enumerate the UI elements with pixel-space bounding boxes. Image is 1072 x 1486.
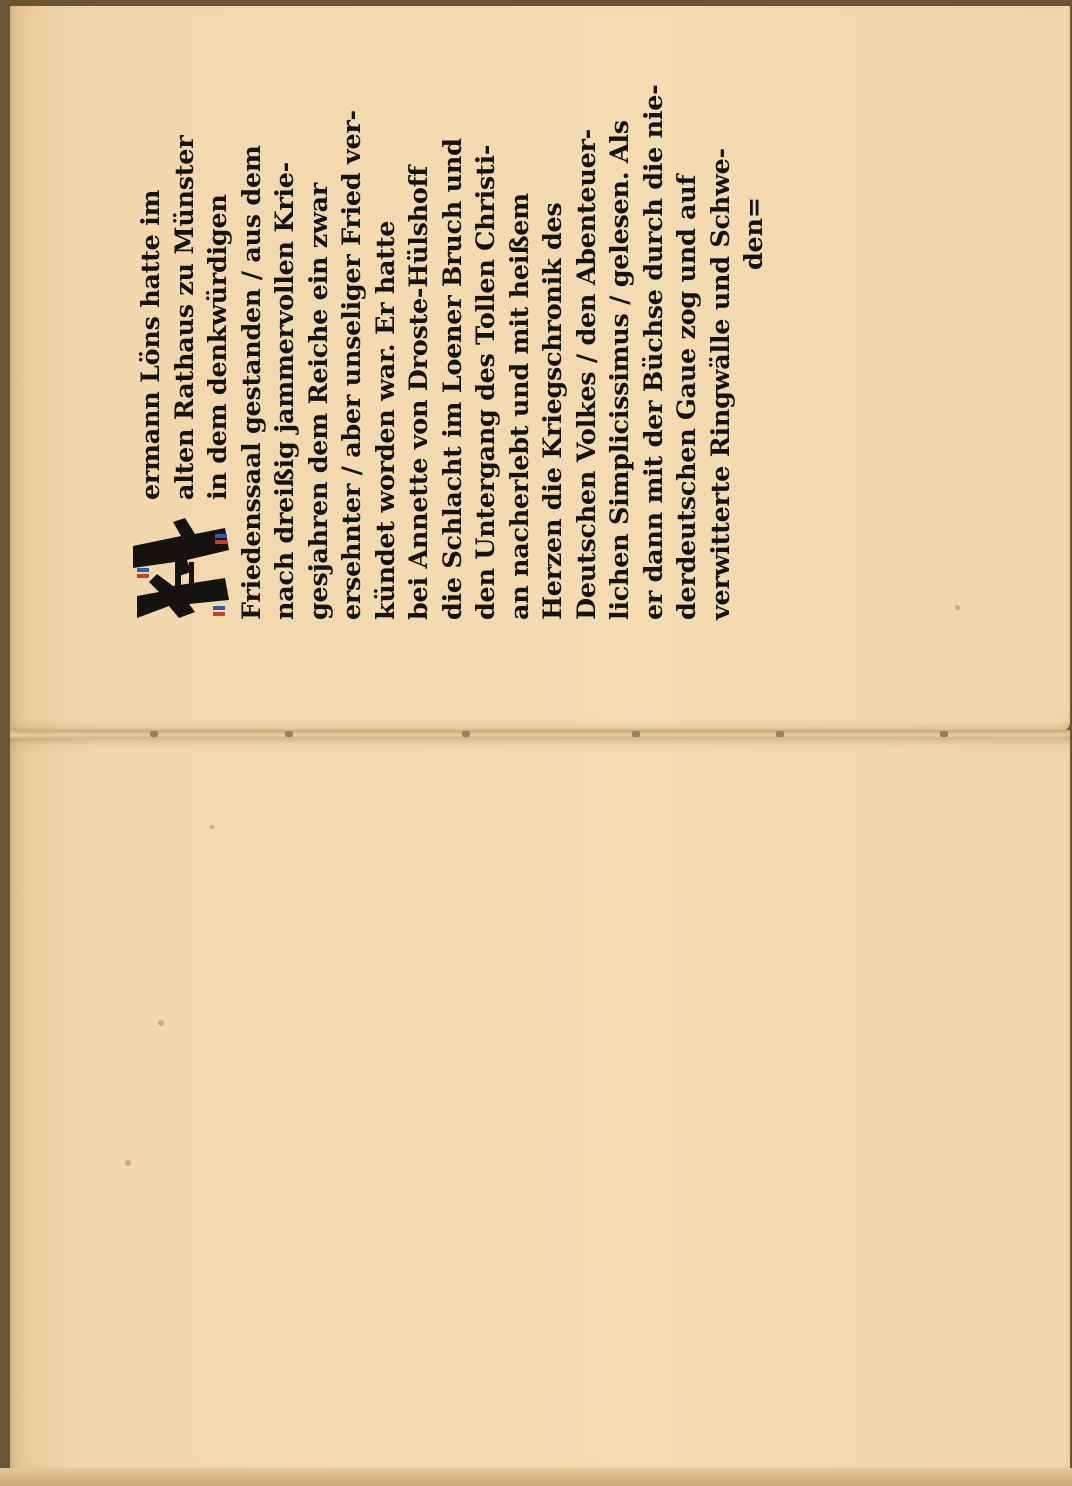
binding-stitch (632, 731, 640, 737)
paper-speck (125, 1160, 131, 1166)
binding-stitch (462, 731, 470, 737)
text-line: gesjahren dem Reiche ein zwar (303, 183, 334, 620)
text-line: Deutschen Volkes / den Abenteuer- (571, 129, 602, 620)
text-line: Herzen die Kriegschronik des (538, 202, 568, 620)
binding-stitch (940, 731, 948, 737)
text-line: alten Rathaus zu Münster (169, 135, 200, 500)
calligraphy-text-block (135, 84, 772, 620)
paper-speck (158, 1020, 164, 1026)
text-line: bei Annette von Droste-Hülshoff (404, 166, 434, 620)
binding-stitch (150, 731, 158, 737)
svg-text:H: H (189, 569, 190, 570)
paper-speck (955, 605, 960, 610)
drop-cap-h (129, 514, 233, 626)
book-edge (0, 1468, 1072, 1486)
text-line: lichen Simplicissimus / gelesen. Als (605, 120, 635, 620)
text-line: den= (739, 197, 769, 270)
text-line: er dann mit der Büchse durch die nie- (638, 84, 669, 620)
text-line: verwitterte Ringwälle und Schwe- (705, 148, 736, 620)
text-line: Friedenssaal gestanden / aus dem (236, 145, 267, 620)
binding-stitch (285, 731, 293, 737)
text-line: ermann Löns hatte im (136, 189, 166, 500)
paper-speck (210, 825, 214, 829)
bottom-page (10, 738, 1070, 1468)
text-line: kündet worden war. Er hatte (370, 220, 401, 620)
text-line: derdeutschen Gaue zog und auf (672, 174, 702, 620)
text-line: ersehnter / aber unseliger Fried ver- (337, 110, 367, 620)
text-line: in dem denkwürdigen (203, 194, 233, 500)
text-line: den Untergang des Tollen Christi- (471, 144, 501, 620)
text-line: nach dreißig jammervollen Krie- (270, 162, 300, 620)
binding-stitch (776, 731, 784, 737)
text-line: die Schlacht im Loener Bruch und (437, 138, 468, 620)
text-line: an nacherlebt und mit heißem (504, 193, 535, 620)
